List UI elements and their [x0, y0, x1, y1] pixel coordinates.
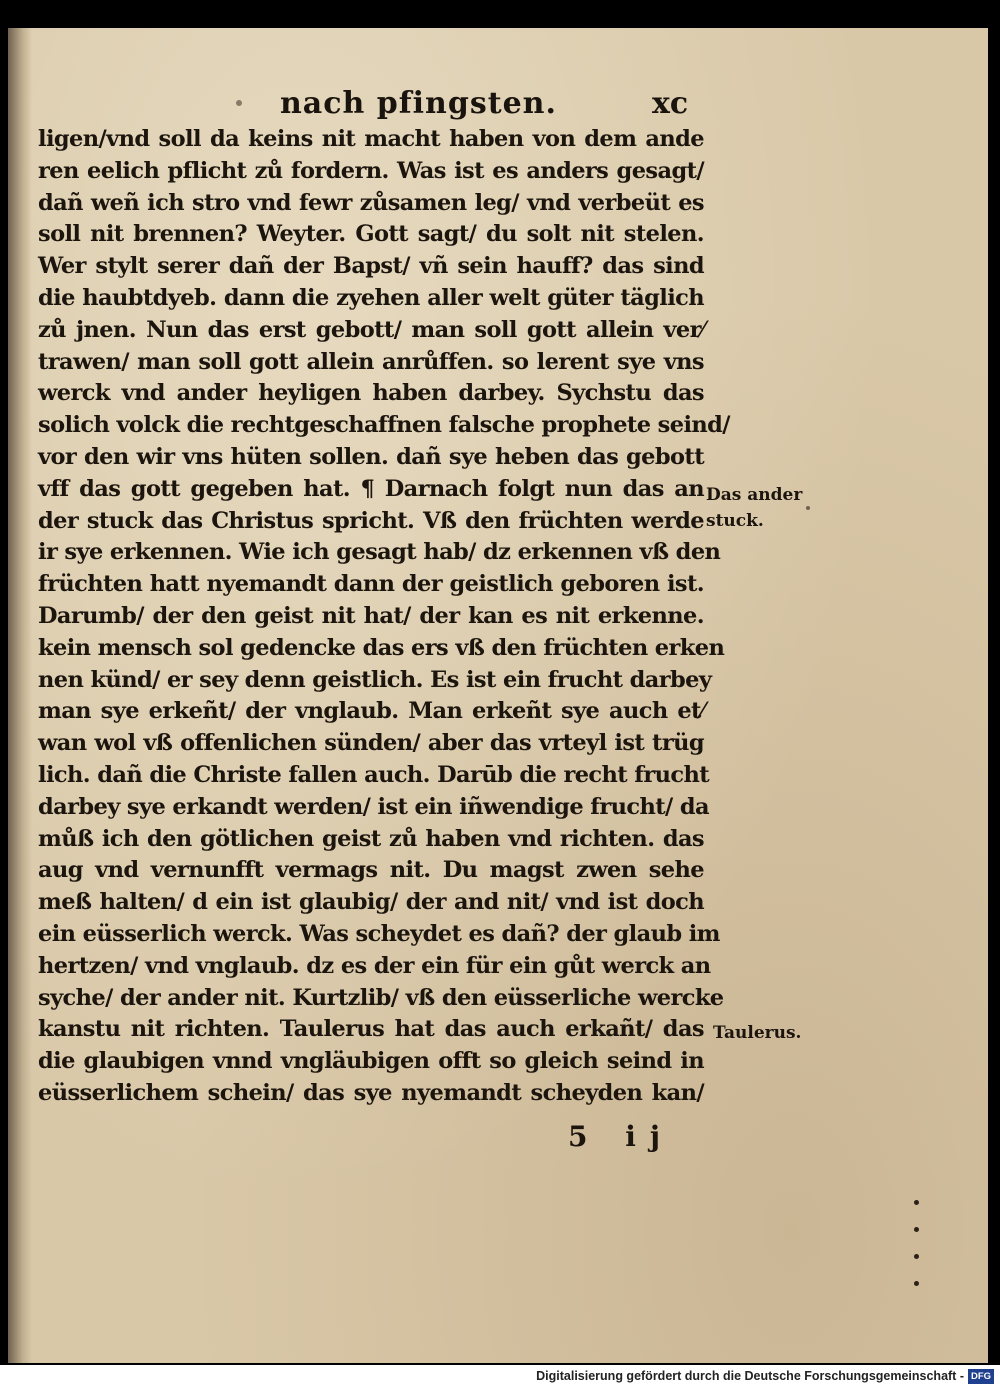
text-line: můß ich den götlichen geist zů haben vnd richten. das	[38, 825, 704, 852]
margin-note-taulerus: Taulerus.	[713, 1023, 802, 1043]
text-line: früchten hatt nyemandt dann der geistlich geboren ist.	[38, 571, 704, 598]
page-gutter-shadow	[8, 28, 32, 1363]
text-line: nen künd/ er sey denn geistlich. Es ist ein frucht darbey	[38, 666, 712, 693]
text-line: ein eüsserlich werck. Was scheydet es dañ? der glaub im	[38, 920, 720, 947]
text-line: syche/ der ander nit. Kurtzlib/ vß den eüsserliche wercke	[38, 984, 724, 1011]
text-line: trawen/ man soll gott allein anrůffen. so lerent sye vns	[38, 348, 704, 375]
text-line: darbey sye erkandt werden/ ist ein iñwendige frucht/ da	[38, 793, 709, 820]
text-line: aug vnd vernunfft vermags nit. Du magst zwen sehe	[38, 857, 704, 884]
text-line: lich. dañ die Christe fallen auch. Darūb die recht frucht	[38, 761, 710, 788]
text-line: ir sye erkennen. Wie ich gesagt hab/ dz erkennen vß den	[38, 539, 721, 566]
folio-number: xc	[652, 86, 689, 121]
margin-note-das-ander-stuck: Das ander stuck.	[706, 485, 803, 531]
dfg-logo: DFG	[968, 1369, 994, 1384]
text-line: man sye erkeñt/ der vnglaub. Man erkeñt sye auch et⁄	[38, 698, 704, 725]
text-line: hertzen/ vnd vnglaub. dz es der ein für ein gůt werck an	[38, 952, 711, 979]
text-line: zů jnen. Nun das erst gebott/ man soll gott allein ver⁄	[38, 316, 704, 343]
text-line: Darumb/ der den geist nit hat/ der kan es nit erkenne.	[38, 602, 704, 629]
binding-pinholes	[910, 1200, 922, 1320]
text-line: der stuck das Christus spricht. Vß den früchten werde	[38, 507, 704, 534]
text-line: vff das gott gegeben hat. ¶ Darnach folgt nun das an	[38, 475, 704, 502]
text-line: Wer stylt serer dañ der Bapst/ vñ sein hauff? das sind	[38, 253, 704, 280]
text-line: die haubtdyeb. dann die zyehen aller welt güter täglich	[38, 284, 704, 311]
text-line: ren eelich pflicht zů fordern. Was ist es anders gesagt/	[38, 157, 704, 184]
text-line: solich volck die rechtgeschaffnen falsche prophete seind/	[38, 412, 730, 439]
text-line: dañ weñ ich stro vnd fewr zůsamen leg/ vnd verbeüt es	[38, 189, 704, 216]
text-line: wan wol vß offenlichen sünden/ aber das vrteyl ist trüg	[38, 730, 704, 757]
text-line: kein mensch sol gedencke das ers vß den früchten erken	[38, 634, 725, 661]
text-line: meß halten/ d ein ist glaubig/ der and nit/ vnd ist doch	[38, 889, 704, 916]
text-line: werck vnd ander heyligen haben darbey. Sychstu das	[38, 380, 704, 407]
signature-mark: 5 ij	[568, 1120, 674, 1153]
ink-speck	[236, 100, 242, 106]
text-line: soll nit brennen? Weyter. Gott sagt/ du solt nit stelen.	[38, 221, 704, 248]
text-block	[38, 124, 730, 1110]
footer-credit: Digitalisierung gefördert durch die Deutsche Forschungsgemeinschaft -	[536, 1369, 964, 1383]
text-line: eüsserlichem schein/ das sye nyemandt scheyden kan/	[38, 1079, 704, 1106]
text-line: die glaubigen vnnd vngläubigen offt so gleich seind in	[38, 1048, 704, 1075]
running-head: nach pfingsten.	[280, 86, 557, 121]
text-line: kanstu nit richten. Taulerus hat das auch erkañt/ das	[38, 1016, 704, 1043]
footer-bar	[0, 1365, 1000, 1390]
ink-speck	[806, 506, 810, 510]
text-line: ligen/vnd soll da keins nit macht haben von dem ande	[38, 126, 704, 152]
text-line: vor den wir vns hüten sollen. dañ sye heben das gebott	[38, 443, 704, 470]
